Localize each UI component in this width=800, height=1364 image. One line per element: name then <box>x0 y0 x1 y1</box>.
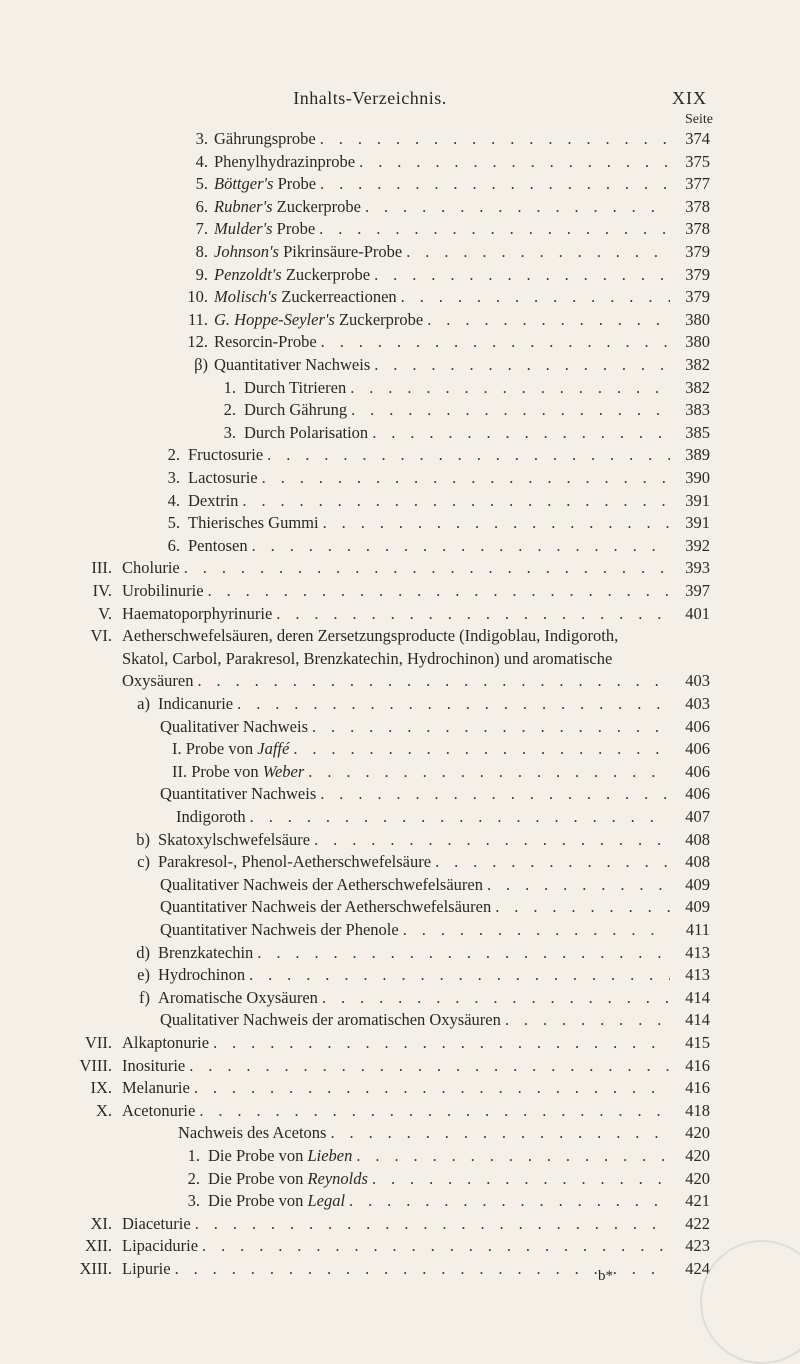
toc-entry-number: 2. <box>167 445 180 465</box>
toc-row <box>0 1077 800 1099</box>
toc-entry-title: Durch Gährung <box>244 400 348 420</box>
toc-entry-title: G. Hoppe-Seyler's Zuckerprobe <box>214 309 424 329</box>
toc-row <box>0 942 800 964</box>
toc-entry-page: 380 <box>685 309 710 329</box>
toc-entry-page: 413 <box>685 965 710 985</box>
toc-entry-title: Hydrochinon <box>158 965 246 985</box>
toc-entry-title: Quantitativer Nachweis <box>214 355 371 374</box>
toc-row <box>0 964 800 986</box>
dot-leader <box>320 783 670 805</box>
toc-row <box>0 151 800 173</box>
dot-leader <box>208 580 670 602</box>
toc-row <box>0 851 800 873</box>
toc-row <box>0 1032 800 1054</box>
toc-entry-title: Mulder's Probe <box>214 219 316 239</box>
dot-leader <box>319 218 670 240</box>
toc-entry-page: 403 <box>685 671 710 691</box>
toc-entry-title: Skatoxylschwefelsäure <box>158 829 311 849</box>
toc-row <box>0 693 800 715</box>
toc-row <box>0 1190 800 1212</box>
toc-entry-title: Nachweis des Acetons <box>178 1123 327 1143</box>
toc-entry-number: XIII. <box>79 1259 112 1278</box>
toc-row <box>0 670 800 692</box>
toc-entry-title: Lipurie <box>122 1259 171 1278</box>
toc-entry-number: 9. <box>195 264 208 284</box>
toc-entry-number: β) <box>194 355 208 374</box>
toc-entry-page: 418 <box>685 1100 710 1120</box>
toc-row <box>0 354 800 376</box>
toc-entry-number: IV. <box>92 581 112 600</box>
toc-row <box>0 919 800 941</box>
toc-entry-number: 5. <box>167 513 180 533</box>
dot-leader <box>237 693 670 715</box>
toc-row <box>0 128 800 150</box>
toc-entry-number: VI. <box>90 626 112 646</box>
toc-row <box>0 1213 800 1235</box>
toc-entry-title: Haematoporphyrinurie <box>122 603 273 623</box>
toc-entry-page: 420 <box>685 1168 710 1188</box>
dot-leader <box>308 761 670 783</box>
dot-leader <box>350 377 670 399</box>
toc-row <box>0 783 800 805</box>
toc-entry-number: 4. <box>167 490 180 510</box>
toc-entry-page: 414 <box>685 987 710 1007</box>
dot-leader <box>356 1145 670 1167</box>
toc-entry-page: 379 <box>685 287 710 307</box>
toc-entry-title: Resorcin-Probe <box>214 332 317 352</box>
toc-row <box>0 1055 800 1077</box>
toc-entry-number: X. <box>95 1100 112 1120</box>
dot-leader <box>320 128 670 150</box>
toc-row <box>0 648 800 670</box>
toc-entry-page: 416 <box>685 1055 710 1075</box>
toc-entry-page: 403 <box>685 694 710 713</box>
toc-entry-title: Thierisches Gummi <box>188 513 319 533</box>
toc-entry-page: 382 <box>685 355 710 374</box>
toc-entry-page: 406 <box>685 716 710 736</box>
toc-entry-number: 5. <box>195 174 208 194</box>
dot-leader <box>487 874 670 896</box>
toc-entry-title: Skatol, Carbol, Parakresol, Brenzkatechin, Hydrochinon) und aromatische <box>122 648 613 668</box>
toc-row <box>0 490 800 512</box>
toc-entry-title: Pentosen <box>188 535 248 555</box>
dot-leader <box>320 173 670 195</box>
toc-entry-page: 422 <box>685 1213 710 1233</box>
toc-entry-number: 6. <box>167 535 180 555</box>
toc-entry-title: Aromatische Oxysäuren <box>158 987 318 1007</box>
toc-entry-number: 7. <box>195 219 208 239</box>
toc-entry-title: Die Probe von Reynolds <box>208 1168 368 1188</box>
toc-entry-title: Brenzkatechin <box>158 942 254 962</box>
dot-leader <box>312 716 670 738</box>
toc-entry-page: 392 <box>685 535 710 555</box>
toc-entry-number: 2. <box>187 1168 200 1188</box>
dot-leader <box>330 1122 670 1144</box>
toc-row <box>0 625 800 647</box>
toc-entry-page: 378 <box>685 196 710 216</box>
toc-entry-number: c) <box>137 852 150 872</box>
toc-row <box>0 173 800 195</box>
toc-entry-number: 11. <box>187 309 208 329</box>
toc-row <box>0 1145 800 1167</box>
dot-leader <box>213 1032 670 1054</box>
toc-entry-number: 8. <box>195 242 208 261</box>
dot-leader <box>359 151 670 173</box>
toc-entry-title: Phenylhydrazinprobe <box>214 151 356 171</box>
toc-row <box>0 444 800 466</box>
dot-leader <box>403 919 670 941</box>
toc-entry-title: Die Probe von Legal <box>208 1191 346 1211</box>
dot-leader <box>323 512 670 534</box>
column-label-seite: Seite <box>685 112 713 127</box>
dot-leader <box>194 1077 670 1099</box>
toc-entry-title: Indigoroth <box>176 807 246 826</box>
toc-row <box>0 422 800 444</box>
toc-entry-number: XI. <box>90 1213 112 1233</box>
toc-entry-page: 397 <box>685 581 710 600</box>
toc-entry-number: 1. <box>187 1146 200 1165</box>
toc-entry-page: 424 <box>685 1259 710 1278</box>
toc-entry-page: 374 <box>685 129 710 148</box>
toc-entry-title: Alkaptonurie <box>122 1033 210 1052</box>
toc-entry-title: Rubner's Zuckerprobe <box>214 196 361 216</box>
dot-leader <box>406 241 670 263</box>
toc-row <box>0 286 800 308</box>
toc-entry-page: 401 <box>685 603 710 623</box>
toc-entry-title: Durch Polarisation <box>244 422 369 442</box>
toc-entry-page: 393 <box>685 558 710 578</box>
toc-entry-number: 3. <box>195 129 208 148</box>
toc-entry-number: 3. <box>167 468 180 487</box>
toc-entry-number: 10. <box>187 287 208 307</box>
toc-entry-number: d) <box>136 942 150 962</box>
dot-leader <box>197 670 670 692</box>
dot-leader <box>175 1258 670 1280</box>
toc-entry-title: Inositurie <box>122 1055 186 1075</box>
toc-row <box>0 535 800 557</box>
toc-row <box>0 603 800 625</box>
dot-leader <box>349 1190 670 1212</box>
dot-leader <box>372 1168 670 1190</box>
toc-row <box>0 1235 800 1257</box>
toc-entry-title: Lactosurie <box>188 468 258 487</box>
toc-entry-page: 415 <box>685 1033 710 1052</box>
toc-row <box>0 1100 800 1122</box>
toc-entry-number: VII. <box>84 1033 112 1052</box>
dot-leader <box>495 896 670 918</box>
toc-entry-page: 411 <box>685 920 710 939</box>
toc-entry-number: XII. <box>84 1236 112 1256</box>
toc-entry-title: Quantitativer Nachweis der Phenole <box>160 920 399 939</box>
toc-entry-page: 379 <box>685 242 710 261</box>
toc-entry-page: 407 <box>685 807 710 826</box>
toc-entry-number: a) <box>137 694 150 713</box>
toc-entry-title: Dextrin <box>188 490 239 510</box>
toc-entry-title: Fructosurie <box>188 445 264 465</box>
toc-entry-page: 406 <box>685 761 710 781</box>
toc-entry-page: 382 <box>685 377 710 397</box>
toc-entry-page: 383 <box>685 400 710 420</box>
dot-leader <box>435 851 670 873</box>
toc-entry-page: 409 <box>685 897 710 917</box>
toc-entry-page: 413 <box>685 942 710 962</box>
dot-leader <box>250 806 670 828</box>
header-page-number: XIX <box>672 88 707 108</box>
toc-row <box>0 377 800 399</box>
toc-entry-number: 1. <box>223 377 236 397</box>
toc-entry-page: 408 <box>685 829 710 849</box>
toc-row <box>0 806 800 828</box>
toc-entry-title: Indicanurie <box>158 694 234 713</box>
toc-entry-title: Böttger's Probe <box>214 174 317 194</box>
toc-row <box>0 829 800 851</box>
toc-entry-title: Parakresol-, Phenol-Aetherschwefelsäure <box>158 852 432 872</box>
toc-row <box>0 512 800 534</box>
toc-entry-page: 408 <box>685 852 710 872</box>
dot-leader <box>276 603 670 625</box>
toc-entry-number: 6. <box>195 196 208 216</box>
toc-row <box>0 874 800 896</box>
toc-entry-number: 12. <box>187 332 208 352</box>
dot-leader <box>242 490 670 512</box>
toc-entry-title: Acetonurie <box>122 1100 196 1120</box>
dot-leader <box>401 286 670 308</box>
toc-entry-page: 406 <box>685 784 710 804</box>
toc-row <box>0 716 800 738</box>
toc-row <box>0 580 800 602</box>
toc-entry-title: Aetherschwefelsäuren, deren Zersetzungsproducte (Indigoblau, Indigoroth, <box>122 626 619 646</box>
toc-entry-title: Lipacidurie <box>122 1236 199 1256</box>
toc-row <box>0 331 800 353</box>
dot-leader <box>365 196 670 218</box>
toc-entry-page: 389 <box>685 445 710 465</box>
toc-entry-title: Durch Titrieren <box>244 377 347 397</box>
dot-leader <box>202 1235 670 1257</box>
dot-leader <box>372 422 670 444</box>
toc-entry-page: 385 <box>685 422 710 442</box>
toc-row <box>0 467 800 489</box>
toc-entry-page: 380 <box>685 332 710 352</box>
dot-leader <box>189 1055 670 1077</box>
dot-leader <box>374 354 670 376</box>
toc-entry-title: Diaceturie <box>122 1213 191 1233</box>
page-header <box>0 88 800 112</box>
toc-row <box>0 987 800 1009</box>
dot-leader <box>249 964 670 986</box>
dot-leader <box>321 331 670 353</box>
toc-row <box>0 196 800 218</box>
toc-entry-title: Quantitativer Nachweis der Aetherschwefelsäuren <box>160 897 492 917</box>
signature-mark: b* <box>598 1268 613 1284</box>
toc-entry-page: 423 <box>685 1236 710 1256</box>
toc-entry-title: Molisch's Zuckerreactionen <box>214 287 397 307</box>
toc-entry-page: 414 <box>685 1010 710 1030</box>
toc-entry-page: 406 <box>685 739 710 759</box>
toc-row <box>0 761 800 783</box>
toc-entry-page: 420 <box>685 1146 710 1165</box>
toc-entry-page: 375 <box>685 151 710 171</box>
toc-entry-page: 416 <box>685 1078 710 1098</box>
dot-leader <box>427 309 670 331</box>
toc-entry-title: Qualitativer Nachweis der aromatischen Oxysäuren <box>160 1010 501 1030</box>
toc-entry-page: 409 <box>685 874 710 894</box>
toc-entry-number: IX. <box>90 1078 112 1098</box>
toc-entry-title: Penzoldt's Zuckerprobe <box>214 264 371 284</box>
toc-entry-title: Quantitativer Nachweis <box>160 784 317 804</box>
toc-row <box>0 896 800 918</box>
toc-entry-title: Melanurie <box>122 1078 190 1098</box>
toc-entry-number: f) <box>139 987 150 1007</box>
dot-leader <box>505 1009 670 1031</box>
dot-leader <box>293 738 670 760</box>
toc-entry-title: Cholurie <box>122 558 180 578</box>
toc-entry-page: 420 <box>685 1123 710 1143</box>
toc-entry-number: III. <box>91 558 112 578</box>
toc-entry-title: Johnson's Pikrinsäure-Probe <box>214 242 403 261</box>
toc-entry-page: 421 <box>685 1191 710 1211</box>
toc-entry-title: II. Probe von Weber <box>172 761 305 781</box>
toc-entry-title: I. Probe von Jaffé <box>172 739 290 759</box>
toc-entry-number: V. <box>98 603 112 623</box>
toc-row <box>0 264 800 286</box>
toc-entry-page: 391 <box>685 513 710 533</box>
dot-leader <box>184 557 670 579</box>
toc-entry-number: e) <box>137 965 150 985</box>
toc-entry-number: VIII. <box>79 1055 112 1075</box>
toc-entry-number: b) <box>136 829 150 849</box>
toc-entry-page: 379 <box>685 264 710 284</box>
toc-row <box>0 1168 800 1190</box>
dot-leader <box>322 987 670 1009</box>
toc-row <box>0 241 800 263</box>
toc-row <box>0 557 800 579</box>
toc-row <box>0 1009 800 1031</box>
dot-leader <box>262 467 670 489</box>
dot-leader <box>314 829 670 851</box>
header-title: Inhalts-Verzeichnis. <box>293 88 447 108</box>
toc-entry-title: Oxysäuren <box>122 671 194 691</box>
toc-row <box>0 1258 800 1280</box>
toc-row <box>0 218 800 240</box>
toc-entry-number: 4. <box>195 151 208 171</box>
dot-leader <box>199 1100 670 1122</box>
toc-entry-page: 377 <box>685 174 710 194</box>
toc-row <box>0 1122 800 1144</box>
dot-leader <box>374 264 670 286</box>
toc-entry-title: Gährungsprobe <box>214 129 316 148</box>
dot-leader <box>351 399 670 421</box>
toc-entry-page: 391 <box>685 490 710 510</box>
toc-row <box>0 309 800 331</box>
dot-leader <box>267 444 670 466</box>
toc-entry-number: 2. <box>223 400 236 420</box>
toc-entry-number: 3. <box>187 1191 200 1211</box>
toc-entry-title: Qualitativer Nachweis <box>160 716 308 736</box>
toc-entry-title: Die Probe von Lieben <box>208 1146 353 1165</box>
toc-entry-title: Qualitativer Nachweis der Aetherschwefelsäuren <box>160 874 483 894</box>
toc-entry-page: 390 <box>685 468 710 487</box>
dot-leader <box>195 1213 670 1235</box>
toc-entry-number: 3. <box>223 422 236 442</box>
toc-row <box>0 738 800 760</box>
toc-row <box>0 399 800 421</box>
toc-entry-page: 378 <box>685 219 710 239</box>
dot-leader <box>252 535 670 557</box>
dot-leader <box>257 942 670 964</box>
toc-entry-title: Urobilinurie <box>122 581 204 600</box>
